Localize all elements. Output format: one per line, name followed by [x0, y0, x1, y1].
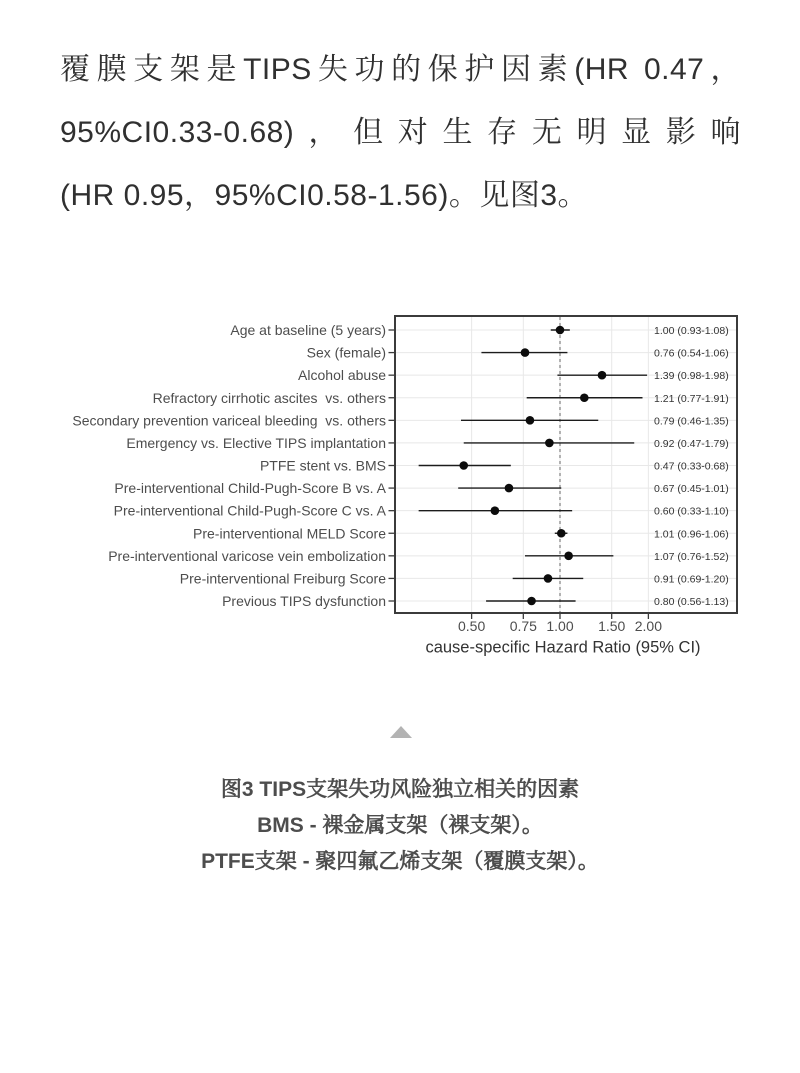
paragraph-line: (HR 0.95，95%CI0.58-1.56)。见图3。 [60, 179, 589, 212]
hr-point [505, 484, 514, 493]
row-label: Pre-interventional varicose vein embolization [108, 547, 386, 564]
hr-value-label: 0.60 (0.33-1.10) [654, 505, 729, 518]
forest-plot-svg [0, 300, 800, 660]
hr-point [459, 461, 468, 470]
row-label: PTFE stent vs. BMS [259, 457, 386, 474]
hr-point [564, 552, 573, 561]
figure-caption [0, 772, 800, 880]
hr-point [580, 393, 589, 402]
hr-point [491, 506, 500, 515]
row-label: Age at baseline (5 years) [230, 322, 386, 338]
hr-point [544, 574, 553, 583]
hr-value-label: 1.01 (0.96-1.06) [654, 528, 729, 541]
row-label: Pre-interventional Child-Pugh-Score C vs. A [113, 502, 386, 519]
hr-value-label: 1.21 (0.77-1.91) [654, 392, 729, 405]
row-label: Emergency vs. Elective TIPS implantation [126, 434, 386, 451]
hr-value-label: 0.80 (0.56-1.13) [654, 596, 729, 608]
row-label: Alcohol abuse [298, 367, 386, 384]
hr-point [545, 439, 554, 448]
hr-value-label: 0.91 (0.69-1.20) [654, 573, 729, 586]
hr-value-label: 0.47 (0.33-0.68) [654, 460, 729, 473]
hr-point [527, 597, 536, 606]
figure-caption-title: 图3 TIPS支架失功风险独立相关的因素 [220, 778, 580, 801]
forest-plot-figure [0, 300, 800, 660]
hr-value-label: 1.00 (0.93-1.08) [654, 325, 729, 337]
row-label: Refractory cirrhotic ascites vs. others [152, 389, 386, 406]
hr-value-label: 0.67 (0.45-1.01) [654, 483, 729, 496]
x-tick-label: 2.00 [634, 618, 663, 634]
hr-value-label: 0.79 (0.46-1.35) [654, 415, 729, 428]
paragraph-line: 95%CI0.33-0.68)，但对生存无明显影响 [60, 116, 741, 149]
hr-value-label: 1.39 (0.98-1.98) [654, 370, 729, 383]
hr-point [521, 348, 530, 357]
x-axis-title: cause-specific Hazard Ratio (95% CI) [425, 638, 701, 657]
row-label: Pre-interventional Child-Pugh-Score B vs. A [114, 480, 386, 497]
paragraph-line: 覆膜支架是TIPS失功的保护因素(HR 0.47， [60, 53, 741, 86]
figure-caption-line: BMS - 裸金属支架（裸支架）。 [257, 814, 543, 837]
row-label: Secondary prevention variceal bleeding vs. others [72, 412, 386, 429]
hr-point [557, 529, 566, 538]
hr-value-label: 1.07 (0.76-1.52) [654, 550, 729, 563]
x-tick-label: 0.75 [509, 618, 537, 634]
x-tick-label: 0.50 [457, 618, 486, 634]
hr-point [598, 371, 607, 380]
hr-point [526, 416, 535, 425]
hr-point [556, 326, 565, 335]
hr-value-label: 0.92 (0.47-1.79) [654, 437, 729, 450]
x-tick-label: 1.50 [598, 618, 626, 634]
row-label: Pre-interventional MELD Score [193, 525, 386, 542]
body-paragraph [60, 38, 741, 227]
figure-caption-line: PTFE支架 - 聚四氟乙烯支架（覆膜支架）。 [201, 850, 599, 873]
collapse-arrow-icon [390, 726, 412, 738]
hr-value-label: 0.76 (0.54-1.06) [654, 347, 729, 360]
x-tick-label: 1.00 [546, 618, 574, 634]
row-label: Previous TIPS dysfunction [222, 593, 386, 609]
row-label: Pre-interventional Freiburg Score [179, 570, 386, 587]
row-label: Sex (female) [306, 344, 386, 361]
